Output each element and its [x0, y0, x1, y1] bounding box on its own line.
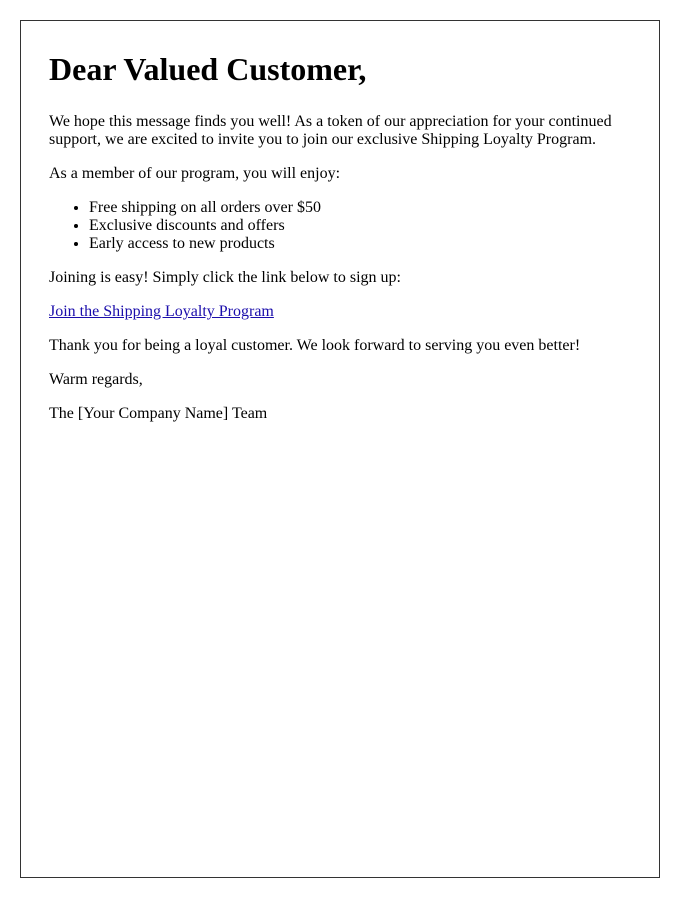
benefits-list: [49, 199, 639, 253]
benefits-intro: As a member of our program, you will enjoy:: [49, 165, 341, 182]
thanks-paragraph: Thank you for being a loyal customer. We look forward to serving you even better!: [49, 337, 581, 354]
signup-link-paragraph: [49, 303, 639, 321]
join-intro: Joining is easy! Simply click the link below to sign up:: [49, 269, 401, 286]
signup-link[interactable]: Join the Shipping Loyalty Program: [49, 303, 274, 320]
greeting-heading: Dear Valued Customer,: [49, 51, 367, 87]
intro-paragraph: We hope this message finds you well! As a token of our appreciation for your continued support, we are excited to invite you to join our exclusive Shipping Loyalty Program.: [49, 113, 612, 148]
benefit-item: • Free shipping on all orders over $50: [89, 199, 639, 217]
benefit-item: • Exclusive discounts and offers: [89, 217, 639, 235]
benefit-item: • Early access to new products: [89, 235, 639, 253]
letter-frame: [20, 20, 660, 878]
signature-line: The [Your Company Name] Team: [49, 405, 268, 422]
letter-content: [49, 51, 639, 439]
closing-line: Warm regards,: [49, 371, 143, 388]
